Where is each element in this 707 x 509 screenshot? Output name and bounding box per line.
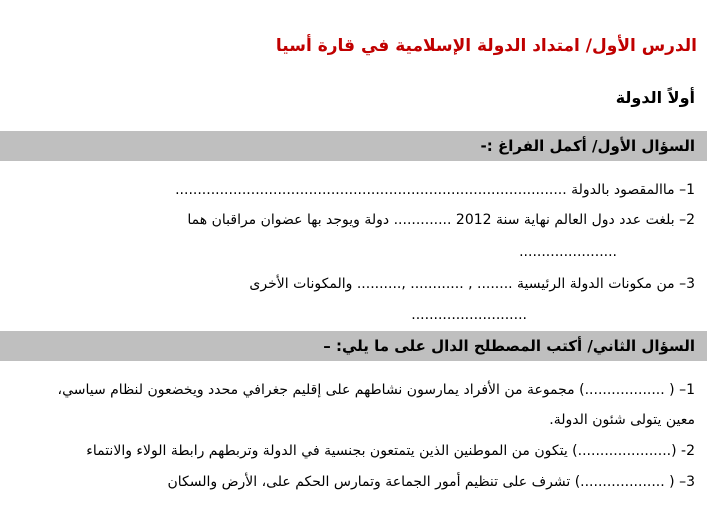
section-heading: أولاً الدولة xyxy=(615,88,695,107)
question-two-header: السؤال الثاني/ أكتب المصطلح الدال على ما يلي: – xyxy=(323,337,695,355)
q1-item-3-blank: .......................... xyxy=(411,307,527,323)
q2-item-3: 3– ( ...................) تشرف على تنظيم أمور الجماعة وتمارس الحكم على، الأرض والسكان xyxy=(167,474,695,490)
q2-item-1: 1– ( ..................) مجموعة من الأفراد يمارسون نشاطهم على إقليم جغرافي محدد ويخضعون لنظام سياسي، xyxy=(57,382,695,398)
q2-item-1-cont: معين يتولى شئون الدولة. xyxy=(549,412,695,428)
lesson-title: الدرس الأول/ امتداد الدولة الإسلامية في قارة أسيا xyxy=(275,36,697,56)
q2-item-2: 2- (.....................) يتكون من الموطنين الذين يتمتعون بجنسية في الدولة وتربطهم رابطة الولاء والانتماء xyxy=(86,443,695,459)
q1-item-3: 3– من مكونات الدولة الرئيسية ........ , ............ ,.......... والمكونات الأخرى xyxy=(249,276,695,292)
q1-item-2-blank: ...................... xyxy=(519,244,617,260)
q1-item-1: 1– ماالمقصود بالدولة ........................................................................................ xyxy=(175,182,695,198)
question-one-header: السؤال الأول/ أكمل الفراغ :- xyxy=(480,137,695,155)
q1-item-2: 2– بلغت عدد دول العالم نهاية سنة 2012 ............. دولة ويوجد بها عضوان مراقبان هما xyxy=(187,212,695,228)
